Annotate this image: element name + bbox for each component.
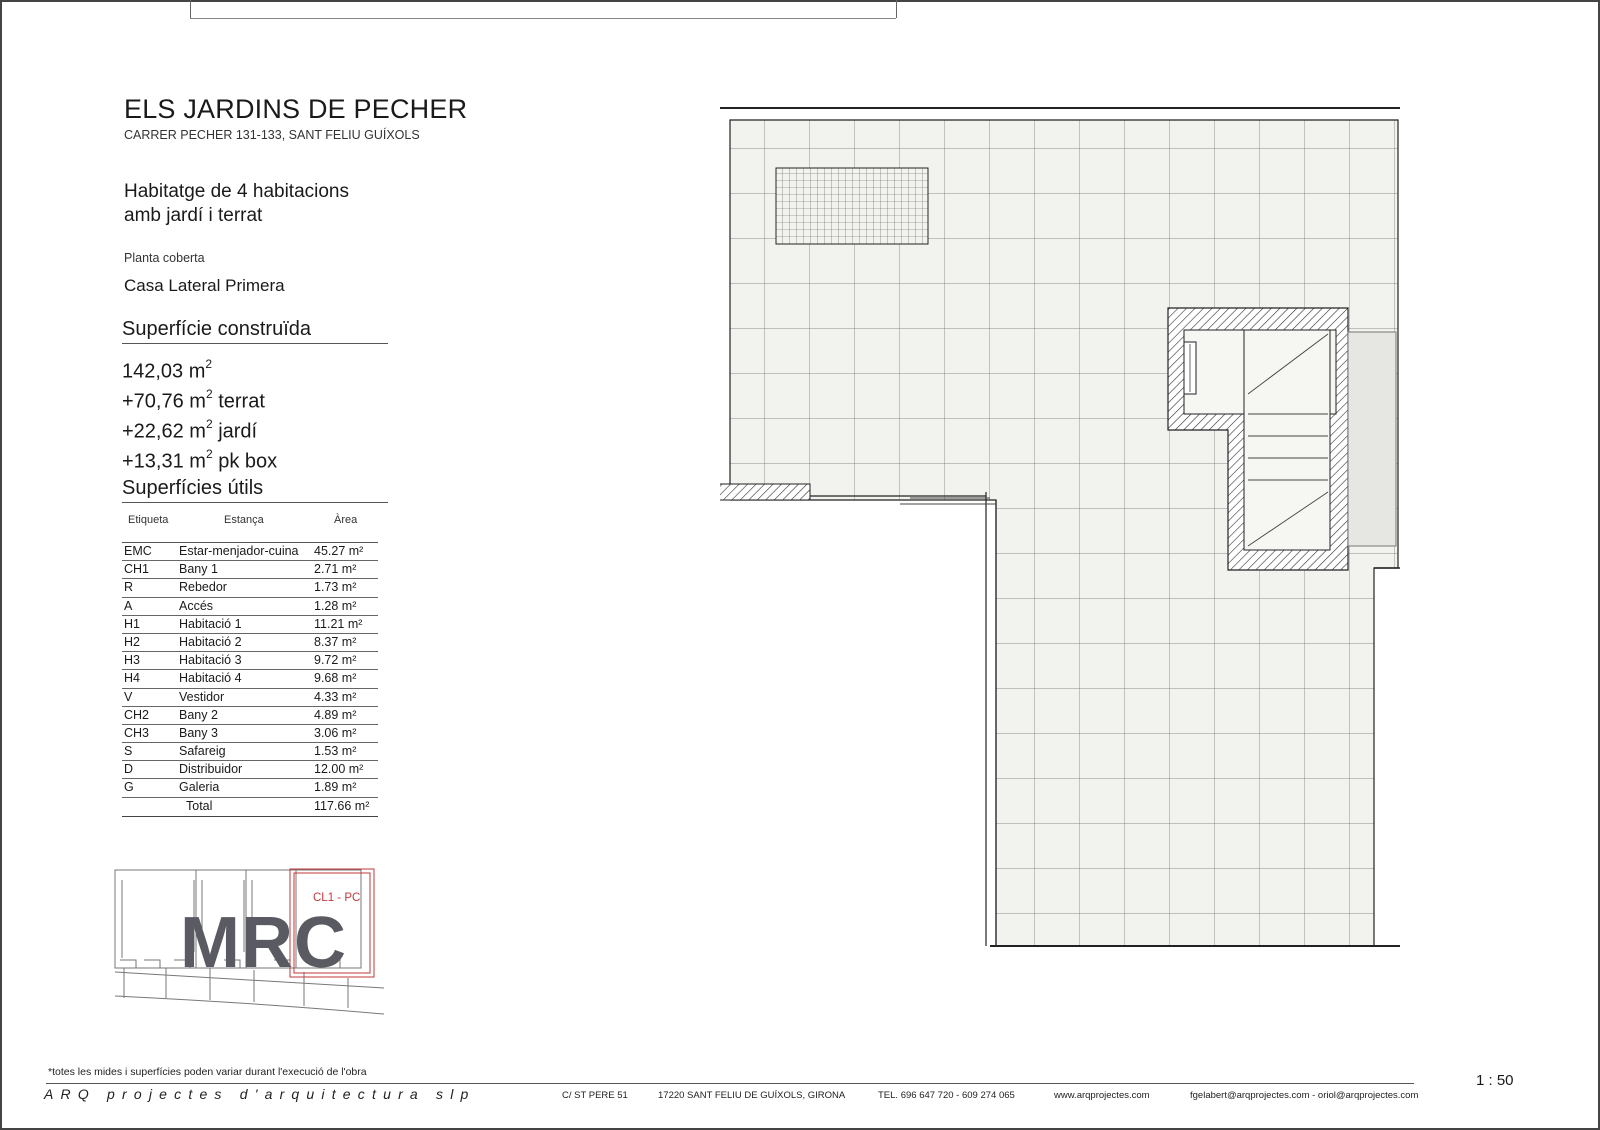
area-label: pk box (212, 451, 278, 474)
plan-level-label: Planta coberta (124, 251, 205, 265)
room-area-cell: 45.27 m² (314, 544, 364, 558)
footer-rule (46, 1083, 1414, 1084)
room-label-cell: H2 (124, 634, 140, 649)
measurement-disclaimer: *totes les mides i superfícies poden variar durant l'execució de l'obra (48, 1066, 367, 1078)
room-name-cell: Galeria (179, 780, 220, 795)
room-name-cell: Distribuidor (179, 762, 243, 777)
room-label-cell: D (124, 762, 134, 777)
room-label-cell: A (124, 598, 133, 613)
column-header: Àrea (334, 514, 358, 526)
room-area-cell: 1.53 m² (314, 744, 357, 759)
area-unit-exponent: 2 (205, 417, 213, 432)
table-row (122, 616, 378, 634)
table-row (122, 598, 378, 616)
room-name-cell: Accés (179, 598, 214, 613)
dwelling-description-line: Habitatge de 4 habitacions (124, 181, 349, 202)
room-area-cell: 1.73 m² (314, 580, 357, 595)
area-unit-exponent: 2 (205, 387, 213, 402)
area-unit-exponent: 2 (205, 447, 213, 462)
area-value: 142,03 m (122, 360, 206, 383)
room-label-cell: CH2 (124, 707, 150, 722)
project-address: CARRER PECHER 131-133, SANT FELIU GUÍXOLS (124, 128, 420, 142)
room-label-cell: CH1 (124, 562, 150, 577)
table-row (122, 543, 378, 561)
built-area-line (122, 354, 277, 384)
table-row (122, 634, 378, 652)
built-area-line (122, 444, 277, 474)
useful-areas-heading: Superfícies útils (122, 477, 388, 503)
room-label-cell: H1 (124, 616, 140, 631)
table-row (122, 725, 378, 743)
table-body (122, 543, 378, 798)
column-header: Etiqueta (128, 514, 169, 526)
room-name-cell: Bany 3 (179, 725, 218, 740)
table-row (122, 743, 378, 761)
mrc-logo: MRC (180, 903, 347, 983)
table-row (122, 670, 378, 688)
room-name-cell: Rebedor (179, 580, 227, 595)
room-area-cell: 1.28 m² (314, 598, 357, 613)
room-area-cell: 2.71 m² (314, 562, 357, 577)
room-name-cell: Bany 2 (179, 707, 218, 722)
area-unit-exponent: 2 (205, 357, 213, 371)
footer-street: C/ ST PERE 51 (562, 1090, 628, 1101)
footer-city: 17220 SANT FELIU DE GUÍXOLS, GIRONA (658, 1090, 846, 1101)
room-area-cell: 9.72 m² (314, 653, 357, 668)
table-row (122, 652, 378, 670)
room-label-cell: G (124, 780, 134, 795)
room-name-cell: Bany 1 (179, 562, 218, 577)
room-label-cell: R (124, 580, 134, 595)
area-value: +22,62 m (122, 420, 206, 443)
table-row (122, 779, 378, 797)
room-label-cell: H4 (124, 671, 140, 686)
footer-phone: TEL. 696 647 720 - 609 274 065 (878, 1090, 1015, 1101)
room-name-cell: Vestidor (179, 689, 225, 704)
frame-tick (896, 0, 897, 18)
table-row (122, 561, 378, 579)
built-area-line (122, 384, 277, 414)
built-area-heading: Superfície construïda (122, 318, 388, 344)
room-area-cell: 1.89 m² (314, 780, 357, 795)
dwelling-description (124, 180, 349, 228)
built-area-line (122, 414, 277, 444)
room-area-cell: 11.21 m² (314, 616, 363, 631)
room-area-cell: 4.89 m² (314, 707, 357, 722)
table-row (122, 579, 378, 597)
keyplan-tag: CL1 - PC (313, 892, 361, 904)
room-label-cell: EMC (124, 544, 152, 558)
area-label: terrat (212, 390, 265, 413)
roof-plan-drawing (720, 104, 1400, 974)
area-value: +13,31 m (122, 451, 206, 474)
table-header (122, 512, 378, 543)
drawing-scale: 1 : 50 (1476, 1072, 1514, 1089)
project-title: ELS JARDINS DE PECHER (124, 94, 468, 124)
room-area-cell: 3.06 m² (314, 725, 357, 740)
firm-brand: ARQ projectes d'arquitectura slp (44, 1086, 476, 1102)
room-area-cell: 8.37 m² (314, 634, 357, 649)
room-name-cell: Habitació 2 (179, 634, 242, 649)
room-label-cell: S (124, 744, 133, 759)
area-value: +70,76 m (122, 390, 206, 413)
room-label-cell: CH3 (124, 725, 150, 740)
room-name-cell: Habitació 1 (179, 616, 242, 631)
built-area-list (122, 354, 277, 475)
total-label: Total (186, 798, 213, 813)
column-header: Estança (224, 514, 264, 526)
table-row (122, 707, 378, 725)
frame-tick (190, 0, 191, 18)
frame-line (190, 18, 896, 19)
table-row (122, 689, 378, 707)
room-area-cell: 9.68 m² (314, 671, 357, 686)
area-label: jardí (212, 420, 258, 443)
table-total-row (122, 798, 378, 817)
room-area-cell: 12.00 m² (314, 762, 364, 777)
room-area-cell: 4.33 m² (314, 689, 357, 704)
room-name-cell: Estar-menjador-cuina (179, 544, 299, 558)
room-label-cell: H3 (124, 653, 140, 668)
table-row (122, 761, 378, 779)
total-value: 117.66 m² (314, 798, 370, 813)
unit-name: Casa Lateral Primera (124, 276, 285, 295)
dwelling-description-line: amb jardí i terrat (124, 205, 263, 226)
useful-areas-table (122, 512, 378, 817)
room-name-cell: Safareig (179, 744, 226, 759)
room-label-cell: V (124, 689, 133, 704)
footer-email[interactable]: fgelabert@arqprojectes.com - oriol@arqprojectes.com (1190, 1090, 1419, 1101)
room-name-cell: Habitació 4 (179, 671, 242, 686)
footer-website[interactable]: www.arqprojectes.com (1054, 1090, 1150, 1101)
room-name-cell: Habitació 3 (179, 653, 242, 668)
